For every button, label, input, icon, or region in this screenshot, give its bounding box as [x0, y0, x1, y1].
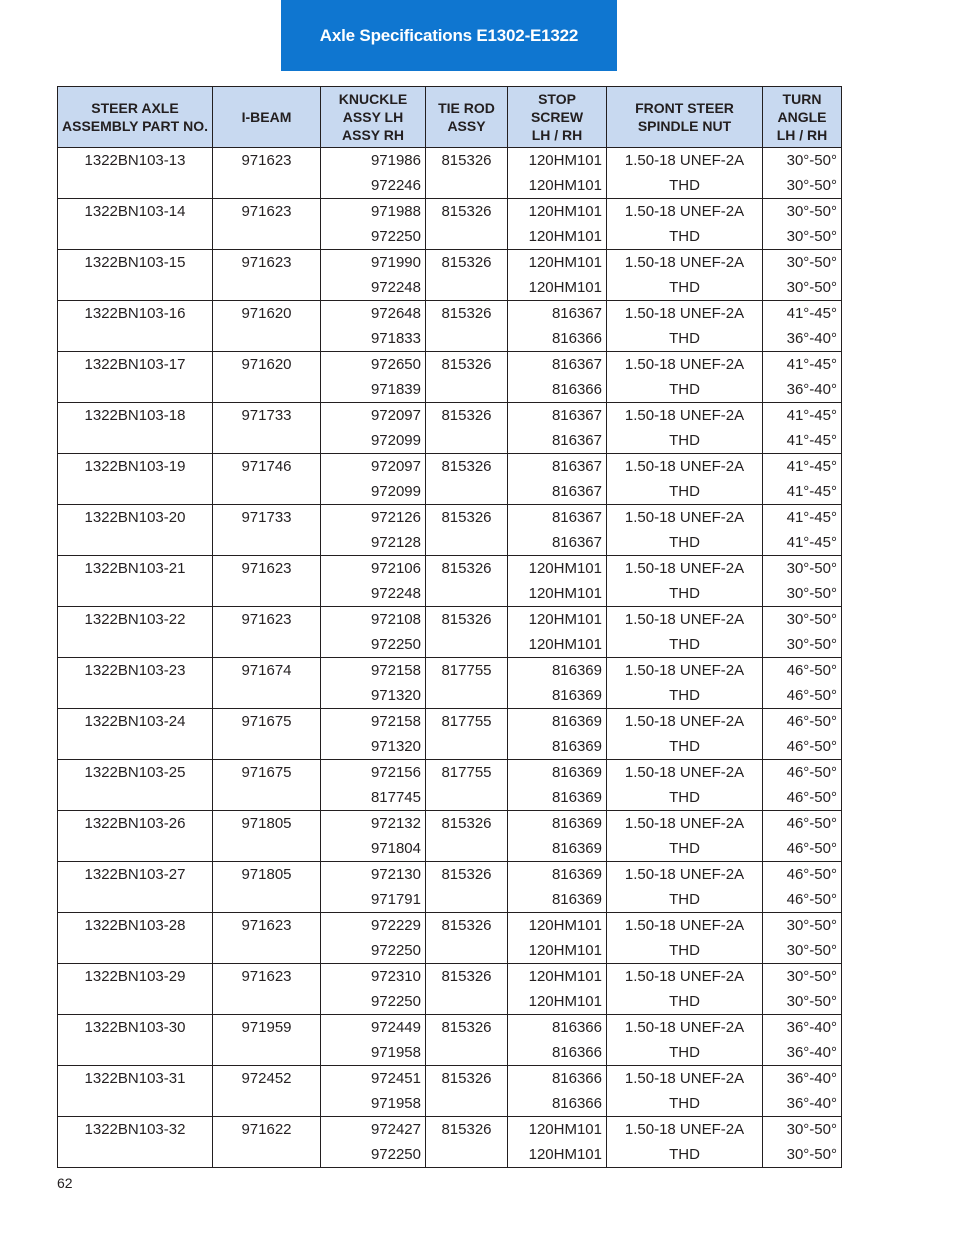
- cell-stop-screw: 816369 816369: [508, 709, 607, 760]
- header-spindle-nut: FRONT STEER SPINDLE NUT: [607, 87, 763, 148]
- cell-stop-screw: 816366 816366: [508, 1066, 607, 1117]
- cell-part-number: 1322BN103-15: [58, 250, 213, 301]
- header-ibeam: I-BEAM: [213, 87, 321, 148]
- cell-stop-screw: 816369 816369: [508, 811, 607, 862]
- cell-spindle-nut: 1.50-18 UNEF-2A THD: [607, 148, 763, 199]
- cell-tie-rod: 815326: [426, 352, 508, 403]
- table-row: [58, 1066, 842, 1117]
- page-title-text: Axle Specifications E1302-E1322: [319, 25, 579, 45]
- cell-part-number: 1322BN103-17: [58, 352, 213, 403]
- cell-tie-rod: 817755: [426, 760, 508, 811]
- cell-knuckle: 972449 971958: [321, 1015, 426, 1066]
- cell-turn-angle: 30°-50° 30°-50°: [763, 913, 842, 964]
- table-row: [58, 709, 842, 760]
- cell-spindle-nut: 1.50-18 UNEF-2A THD: [607, 760, 763, 811]
- table-row: [58, 301, 842, 352]
- cell-stop-screw: 120HM101 120HM101: [508, 250, 607, 301]
- cell-knuckle: 971990 972248: [321, 250, 426, 301]
- cell-turn-angle: 30°-50° 30°-50°: [763, 148, 842, 199]
- cell-knuckle: 972126 972128: [321, 505, 426, 556]
- cell-tie-rod: 815326: [426, 301, 508, 352]
- cell-turn-angle: 30°-50° 30°-50°: [763, 250, 842, 301]
- table-row: [58, 505, 842, 556]
- table-row: [58, 760, 842, 811]
- cell-spindle-nut: 1.50-18 UNEF-2A THD: [607, 1066, 763, 1117]
- cell-spindle-nut: 1.50-18 UNEF-2A THD: [607, 301, 763, 352]
- cell-part-number: 1322BN103-21: [58, 556, 213, 607]
- cell-knuckle: 972130 971791: [321, 862, 426, 913]
- cell-part-number: 1322BN103-18: [58, 403, 213, 454]
- cell-part-number: 1322BN103-14: [58, 199, 213, 250]
- cell-turn-angle: 41°-45° 36°-40°: [763, 301, 842, 352]
- cell-knuckle: 972310 972250: [321, 964, 426, 1015]
- table-row: [58, 148, 842, 199]
- cell-turn-angle: 36°-40° 36°-40°: [763, 1015, 842, 1066]
- cell-ibeam: 971623: [213, 913, 321, 964]
- cell-knuckle: 972097 972099: [321, 454, 426, 505]
- table-row: [58, 403, 842, 454]
- table-row: [58, 556, 842, 607]
- cell-turn-angle: 46°-50° 46°-50°: [763, 760, 842, 811]
- cell-tie-rod: 815326: [426, 913, 508, 964]
- cell-part-number: 1322BN103-20: [58, 505, 213, 556]
- cell-part-number: 1322BN103-30: [58, 1015, 213, 1066]
- page-number: 62: [57, 1175, 73, 1191]
- cell-spindle-nut: 1.50-18 UNEF-2A THD: [607, 1117, 763, 1168]
- cell-tie-rod: 815326: [426, 964, 508, 1015]
- cell-ibeam: 971675: [213, 760, 321, 811]
- cell-turn-angle: 30°-50° 30°-50°: [763, 964, 842, 1015]
- cell-ibeam: 971620: [213, 352, 321, 403]
- cell-tie-rod: 817755: [426, 658, 508, 709]
- cell-ibeam: 971746: [213, 454, 321, 505]
- cell-ibeam: 971959: [213, 1015, 321, 1066]
- cell-part-number: 1322BN103-26: [58, 811, 213, 862]
- cell-ibeam: 971623: [213, 199, 321, 250]
- table-row: [58, 607, 842, 658]
- cell-ibeam: 971623: [213, 148, 321, 199]
- cell-knuckle: 972158 971320: [321, 709, 426, 760]
- cell-knuckle: 972132 971804: [321, 811, 426, 862]
- cell-tie-rod: 815326: [426, 862, 508, 913]
- cell-ibeam: 972452: [213, 1066, 321, 1117]
- cell-ibeam: 971674: [213, 658, 321, 709]
- cell-knuckle: 972158 971320: [321, 658, 426, 709]
- cell-knuckle: 972156 817745: [321, 760, 426, 811]
- cell-part-number: 1322BN103-19: [58, 454, 213, 505]
- cell-ibeam: 971620: [213, 301, 321, 352]
- cell-part-number: 1322BN103-28: [58, 913, 213, 964]
- cell-tie-rod: 815326: [426, 811, 508, 862]
- header-part: STEER AXLE ASSEMBLY PART NO.: [58, 87, 213, 148]
- table-row: [58, 1117, 842, 1168]
- cell-stop-screw: 120HM101 120HM101: [508, 964, 607, 1015]
- cell-ibeam: 971805: [213, 811, 321, 862]
- cell-spindle-nut: 1.50-18 UNEF-2A THD: [607, 862, 763, 913]
- table-row: [58, 454, 842, 505]
- table-row: [58, 913, 842, 964]
- table-row: [58, 964, 842, 1015]
- cell-tie-rod: 815326: [426, 403, 508, 454]
- cell-spindle-nut: 1.50-18 UNEF-2A THD: [607, 556, 763, 607]
- header-turn-angle: TURN ANGLE LH / RH: [763, 87, 842, 148]
- cell-spindle-nut: 1.50-18 UNEF-2A THD: [607, 811, 763, 862]
- cell-part-number: 1322BN103-13: [58, 148, 213, 199]
- cell-turn-angle: 41°-45° 41°-45°: [763, 403, 842, 454]
- cell-spindle-nut: 1.50-18 UNEF-2A THD: [607, 352, 763, 403]
- header-stop-screw: STOP SCREW LH / RH: [508, 87, 607, 148]
- table-row: [58, 658, 842, 709]
- cell-tie-rod: 815326: [426, 607, 508, 658]
- cell-stop-screw: 120HM101 120HM101: [508, 148, 607, 199]
- cell-spindle-nut: 1.50-18 UNEF-2A THD: [607, 913, 763, 964]
- cell-ibeam: 971623: [213, 250, 321, 301]
- cell-spindle-nut: 1.50-18 UNEF-2A THD: [607, 505, 763, 556]
- cell-turn-angle: 30°-50° 30°-50°: [763, 607, 842, 658]
- cell-spindle-nut: 1.50-18 UNEF-2A THD: [607, 709, 763, 760]
- cell-tie-rod: 815326: [426, 1015, 508, 1066]
- cell-tie-rod: 815326: [426, 1066, 508, 1117]
- cell-part-number: 1322BN103-16: [58, 301, 213, 352]
- cell-stop-screw: 120HM101 120HM101: [508, 1117, 607, 1168]
- cell-ibeam: 971622: [213, 1117, 321, 1168]
- cell-stop-screw: 816366 816366: [508, 1015, 607, 1066]
- cell-ibeam: 971675: [213, 709, 321, 760]
- cell-knuckle: 972427 972250: [321, 1117, 426, 1168]
- table-row: [58, 811, 842, 862]
- cell-ibeam: 971623: [213, 607, 321, 658]
- cell-knuckle: 972451 971958: [321, 1066, 426, 1117]
- cell-stop-screw: 816367 816367: [508, 454, 607, 505]
- cell-stop-screw: 816367 816367: [508, 403, 607, 454]
- cell-part-number: 1322BN103-29: [58, 964, 213, 1015]
- cell-spindle-nut: 1.50-18 UNEF-2A THD: [607, 454, 763, 505]
- cell-turn-angle: 41°-45° 41°-45°: [763, 505, 842, 556]
- cell-stop-screw: 816369 816369: [508, 862, 607, 913]
- cell-turn-angle: 46°-50° 46°-50°: [763, 709, 842, 760]
- cell-part-number: 1322BN103-22: [58, 607, 213, 658]
- cell-tie-rod: 815326: [426, 505, 508, 556]
- cell-stop-screw: 120HM101 120HM101: [508, 607, 607, 658]
- cell-tie-rod: 815326: [426, 454, 508, 505]
- cell-turn-angle: 46°-50° 46°-50°: [763, 862, 842, 913]
- cell-tie-rod: 815326: [426, 250, 508, 301]
- table-row: [58, 250, 842, 301]
- cell-spindle-nut: 1.50-18 UNEF-2A THD: [607, 403, 763, 454]
- cell-knuckle: 972648 971833: [321, 301, 426, 352]
- cell-spindle-nut: 1.50-18 UNEF-2A THD: [607, 658, 763, 709]
- cell-stop-screw: 816369 816369: [508, 658, 607, 709]
- cell-tie-rod: 817755: [426, 709, 508, 760]
- header-tierod: TIE ROD ASSY: [426, 87, 508, 148]
- cell-stop-screw: 816367 816366: [508, 301, 607, 352]
- cell-knuckle: 972108 972250: [321, 607, 426, 658]
- cell-turn-angle: 41°-45° 41°-45°: [763, 454, 842, 505]
- table-row: [58, 199, 842, 250]
- cell-spindle-nut: 1.50-18 UNEF-2A THD: [607, 607, 763, 658]
- cell-spindle-nut: 1.50-18 UNEF-2A THD: [607, 1015, 763, 1066]
- cell-tie-rod: 815326: [426, 556, 508, 607]
- cell-knuckle: 971988 972250: [321, 199, 426, 250]
- cell-turn-angle: 30°-50° 30°-50°: [763, 1117, 842, 1168]
- cell-turn-angle: 36°-40° 36°-40°: [763, 1066, 842, 1117]
- cell-knuckle: 972229 972250: [321, 913, 426, 964]
- table-row: [58, 862, 842, 913]
- cell-stop-screw: 120HM101 120HM101: [508, 556, 607, 607]
- cell-part-number: 1322BN103-25: [58, 760, 213, 811]
- cell-part-number: 1322BN103-24: [58, 709, 213, 760]
- cell-stop-screw: 120HM101 120HM101: [508, 913, 607, 964]
- cell-stop-screw: 816369 816369: [508, 760, 607, 811]
- axle-spec-table: [57, 86, 842, 1168]
- cell-stop-screw: 120HM101 120HM101: [508, 199, 607, 250]
- cell-knuckle: 971986 972246: [321, 148, 426, 199]
- cell-ibeam: 971733: [213, 403, 321, 454]
- cell-turn-angle: 30°-50° 30°-50°: [763, 199, 842, 250]
- cell-part-number: 1322BN103-27: [58, 862, 213, 913]
- cell-stop-screw: 816367 816367: [508, 505, 607, 556]
- cell-spindle-nut: 1.50-18 UNEF-2A THD: [607, 250, 763, 301]
- header-knuckle: KNUCKLE ASSY LH ASSY RH: [321, 87, 426, 148]
- cell-ibeam: 971733: [213, 505, 321, 556]
- cell-ibeam: 971623: [213, 964, 321, 1015]
- cell-turn-angle: 41°-45° 36°-40°: [763, 352, 842, 403]
- table-row: [58, 1015, 842, 1066]
- table-row: [58, 352, 842, 403]
- header-row: [58, 87, 842, 148]
- cell-part-number: 1322BN103-32: [58, 1117, 213, 1168]
- cell-knuckle: 972106 972248: [321, 556, 426, 607]
- cell-part-number: 1322BN103-23: [58, 658, 213, 709]
- cell-turn-angle: 30°-50° 30°-50°: [763, 556, 842, 607]
- cell-turn-angle: 46°-50° 46°-50°: [763, 811, 842, 862]
- cell-stop-screw: 816367 816366: [508, 352, 607, 403]
- cell-knuckle: 972097 972099: [321, 403, 426, 454]
- cell-part-number: 1322BN103-31: [58, 1066, 213, 1117]
- cell-spindle-nut: 1.50-18 UNEF-2A THD: [607, 964, 763, 1015]
- page-title: [281, 0, 617, 71]
- cell-ibeam: 971805: [213, 862, 321, 913]
- cell-tie-rod: 815326: [426, 148, 508, 199]
- cell-ibeam: 971623: [213, 556, 321, 607]
- cell-spindle-nut: 1.50-18 UNEF-2A THD: [607, 199, 763, 250]
- cell-tie-rod: 815326: [426, 199, 508, 250]
- cell-turn-angle: 46°-50° 46°-50°: [763, 658, 842, 709]
- cell-knuckle: 972650 971839: [321, 352, 426, 403]
- table-body: [58, 148, 842, 1168]
- cell-tie-rod: 815326: [426, 1117, 508, 1168]
